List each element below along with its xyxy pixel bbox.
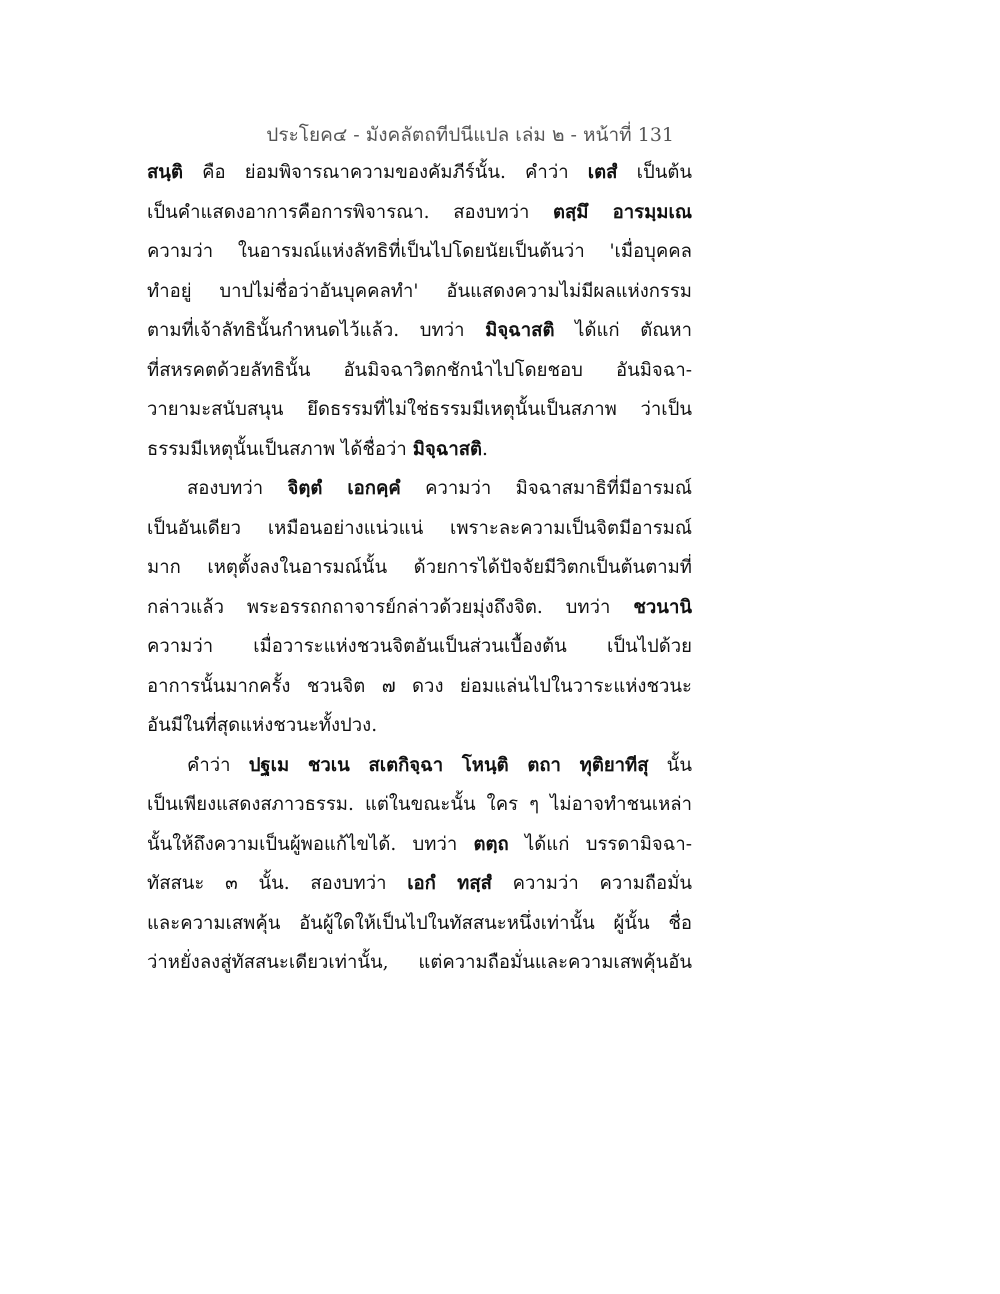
text-segment: เป็นต้น bbox=[617, 162, 692, 183]
text-segment: ได้แก่ บรรดามิจฉา- bbox=[508, 833, 692, 855]
text-line bbox=[147, 830, 692, 860]
text-segment: ได้แก่ ตัณหา bbox=[554, 320, 692, 341]
text-segment: อันมีในที่สุดแห่งชวนะทั้งปวง. bbox=[147, 715, 378, 736]
text-line bbox=[147, 237, 692, 267]
bold-term: มิจฺฉาสติ bbox=[412, 438, 483, 460]
bold-term: ปฐเม ชวเน สเตกิจฺฉา โหนฺติ ตถา ทุติยาทีสุ bbox=[248, 754, 649, 776]
text-line bbox=[187, 474, 692, 504]
text-line bbox=[147, 316, 692, 346]
bold-term: ตสฺมึ อารมฺมเณ bbox=[552, 201, 692, 223]
bold-term: ตตฺถ bbox=[473, 833, 509, 855]
bold-term: มิจฺฉาสติ bbox=[485, 320, 555, 341]
text-segment: ความว่า มิจฉาสมาธิที่มีอารมณ์ bbox=[400, 478, 692, 499]
text-segment: คือ ย่อมพิจารณาความของคัมภีร์นั้น. คำว่า bbox=[182, 162, 588, 183]
text-line bbox=[147, 198, 692, 228]
text-segment: นั้น bbox=[648, 754, 692, 776]
text-segment: กล่าวแล้ว พระอรรถกถาจารย์กล่าวด้วยมุ่งถึงจิต. บทว่า bbox=[147, 596, 634, 618]
text-line bbox=[187, 751, 692, 781]
text-segment: อาการนั้นมากครั้ง ชวนจิต ๗ ดวง ย่อมแล่นไปในวาระแห่งชวนะ bbox=[147, 675, 692, 697]
text-line bbox=[147, 553, 692, 583]
bold-term: ชวนานิ bbox=[633, 596, 692, 618]
text-segment: ว่าหยั่งลงสู่ทัสสนะเดียวเท่านั้น, แต่ความถือมั่นและความเสพคุ้นอัน bbox=[147, 952, 692, 973]
text-segment: ตามที่เจ้าลัทธินั้นกำหนดไว้แล้ว. บทว่า bbox=[147, 320, 486, 341]
text-segment: เป็นเพียงแสดงสภาวธรรม. แต่ในขณะนั้น ใคร ๆ ไม่อาจทำชนเหล่า bbox=[147, 794, 692, 815]
text-segment: ทัสสนะ ๓ นั้น. สองบทว่า bbox=[147, 873, 408, 894]
text-line bbox=[147, 711, 692, 741]
text-line bbox=[147, 158, 692, 188]
text-line bbox=[147, 593, 692, 623]
text-line bbox=[147, 672, 692, 702]
text-segment: มาก เหตุตั้งลงในอารมณ์นั้น ด้วยการได้ปัจจัยมีวิตกเป็นต้นตามที่ bbox=[147, 557, 692, 578]
text-segment: ความว่า เมื่อวาระแห่งชวนจิตอันเป็นส่วนเบื้องต้น เป็นไปด้วย bbox=[147, 636, 692, 657]
text-line bbox=[147, 395, 692, 425]
text-line bbox=[147, 356, 692, 386]
text-segment: . bbox=[482, 438, 488, 460]
running-header: ประโยค๔ - มังคลัตถทีปนีแปล เล่ม ๒ - หน้าที่ 131 bbox=[266, 124, 674, 146]
text-segment: ที่สหรคตด้วยลัทธินั้น อันมิจฉาวิตกชักนำไปโดยชอบ อันมิจฉา- bbox=[147, 359, 692, 381]
text-line bbox=[147, 909, 692, 939]
bold-term: จิตฺตํ เอกคฺคํ bbox=[287, 478, 401, 499]
text-line bbox=[147, 790, 692, 820]
text-line bbox=[147, 277, 692, 307]
text-line bbox=[147, 632, 692, 662]
text-line bbox=[147, 435, 692, 465]
bold-term: เตสํ bbox=[587, 162, 618, 183]
text-line bbox=[147, 869, 692, 899]
text-segment: ความว่า ความถือมั่น bbox=[491, 873, 692, 894]
bold-term: เอกํ ทสฺสํ bbox=[407, 873, 492, 894]
text-segment: วายามะสนับสนุน ยึดธรรมที่ไม่ใช่ธรรมมีเหตุนั้นเป็นสภาพ ว่าเป็น bbox=[147, 399, 692, 420]
text-segment: นั้นให้ถึงความเป็นผู้พอแก้ไขได้. บทว่า bbox=[147, 833, 474, 855]
text-segment: ทำอยู่ บาปไม่ชื่อว่าอันบุคคลทำ' อันแสดงความไม่มีผลแห่งกรรม bbox=[147, 280, 692, 302]
text-line bbox=[147, 514, 692, 544]
text-segment: คำว่า bbox=[187, 754, 249, 776]
text-segment: ธรรมมีเหตุนั้นเป็นสภาพ ได้ชื่อว่า bbox=[147, 438, 413, 460]
text-segment: และความเสพคุ้น อันผู้ใดให้เป็นไปในทัสสนะหนึ่งเท่านั้น ผู้นั้น ชื่อ bbox=[147, 912, 692, 934]
text-segment: เป็นคำแสดงอาการคือการพิจารณา. สองบทว่า bbox=[147, 201, 553, 223]
text-segment: สองบทว่า bbox=[187, 478, 288, 499]
text-line bbox=[147, 948, 692, 978]
text-segment: ความว่า ในอารมณ์แห่งลัทธิที่เป็นไปโดยนัยเป็นต้นว่า 'เมื่อบุคคล bbox=[147, 241, 692, 262]
text-segment: เป็นอันเดียว เหมือนอย่างแน่วแน่ เพราะละความเป็นจิตมีอารมณ์ bbox=[147, 517, 692, 539]
bold-term: สนฺติ bbox=[147, 162, 183, 183]
